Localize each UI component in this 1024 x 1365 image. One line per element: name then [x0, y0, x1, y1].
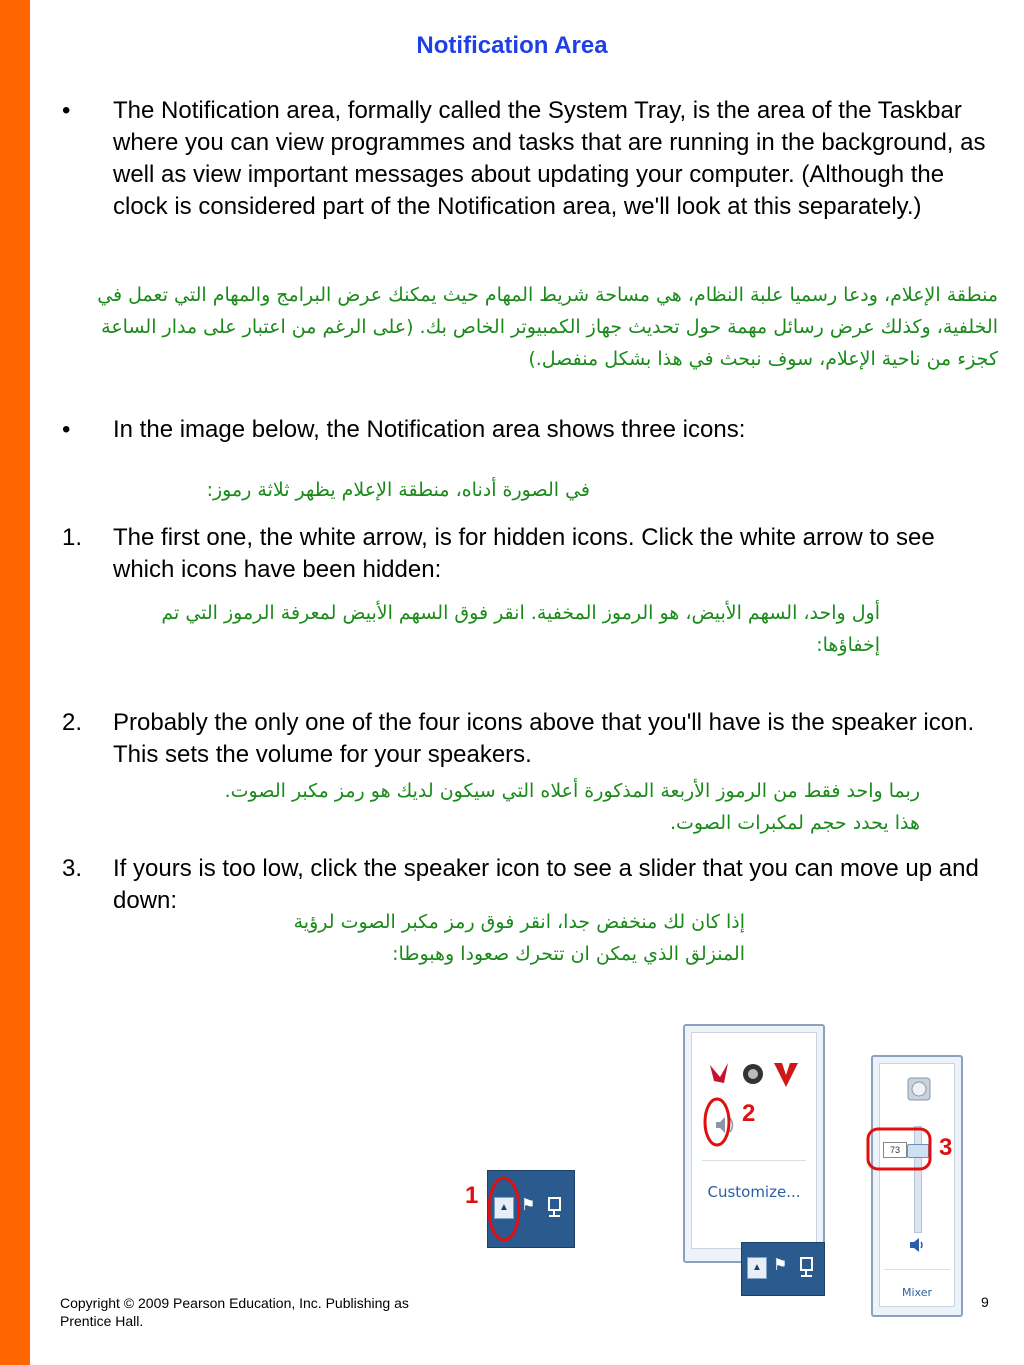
- up-arrow-icon: ▲: [499, 1202, 509, 1213]
- item3-english: If yours is too low, click the speaker icon to see a slider that you can move up and down:: [113, 855, 979, 914]
- volume-panel: [879, 1063, 955, 1307]
- callout-rect-3: [866, 1126, 932, 1172]
- callout-ring-2: [702, 1096, 732, 1148]
- callout-number-1: 1: [465, 1182, 479, 1209]
- bullet-marker: •: [62, 416, 71, 443]
- network-icon[interactable]: [798, 1256, 816, 1278]
- item2-arabic: ربما واحد فقط من الرموز الأربعة المذكورة أعلاه التي سيكون لديك هو رمز مكبر الصوت. هذا يحدد حجم لمكبرات الصوت.: [224, 780, 920, 834]
- item-number: 3.: [62, 855, 83, 882]
- antivirus-icon[interactable]: [740, 1059, 766, 1089]
- para2-english: In the image below, the Notification area shows three icons:: [113, 416, 746, 443]
- para1-arabic: منطقة الإعلام، ودعا رسميا علبة النظام، هي مساحة شريط المهام حيث يمكنك عرض البرامج والمهام التي تعمل في الخلفية، وكذلك عرض رسائل مهمة حول تحديث جهاز الكمبيوتر الخاص بك. (على الرغم من اعتبار على مدار الساعة كجزء من ناحية الإعلام، سوف نبحث في هذا بشكل منفصل.): [97, 284, 998, 370]
- flag-icon[interactable]: ⚑: [773, 1257, 788, 1274]
- para2-arabic: في الصورة أدناه، منطقة الإعلام يظهر ثلاثة رموز:: [206, 479, 590, 501]
- page-number: 9: [981, 1294, 989, 1310]
- item3-arabic: إذا كان لك منخفض جدا، انقر فوق رمز مكبر الصوت لرؤية المنزلق الذي يمكن ان تتحرك صعودا وهبوطا:: [293, 911, 745, 965]
- page-title: Notification Area: [416, 32, 608, 59]
- network-icon[interactable]: [546, 1196, 564, 1218]
- show-hidden-icons-button[interactable]: [747, 1257, 767, 1279]
- taskbar-notification-area: [741, 1242, 825, 1296]
- callout-ring-1: [486, 1176, 522, 1242]
- red-v-icon[interactable]: [772, 1059, 800, 1089]
- speaker-icon[interactable]: [908, 1236, 928, 1254]
- item1-arabic: أول واحد، السهم الأبيض، هو الرموز المخفية. انقر فوق السهم الأبيض لمعرفة الرموز التي تم إخفاؤها:: [161, 602, 880, 656]
- volume-mixer-popup: [871, 1055, 963, 1317]
- callout-number-3: 3: [939, 1134, 953, 1161]
- up-arrow-icon: ▲: [752, 1262, 762, 1273]
- mixer-divider: [884, 1269, 950, 1270]
- item1-english: The first one, the white arrow, is for hidden icons. Click the white arrow to see which icons have been hidden:: [113, 524, 935, 583]
- device-speaker-icon[interactable]: [906, 1076, 932, 1102]
- red-app-icon[interactable]: [706, 1059, 732, 1089]
- bullet-marker: •: [62, 97, 71, 124]
- para1-english: The Notification area, formally called the System Tray, is the area of the Taskbar where you can view programmes and tasks that are running in the background, as well as view important messages about updating your computer. (Although the clock is considered part of the Notification area, we'll look at this separately.): [113, 97, 986, 220]
- item-number: 1.: [62, 524, 83, 551]
- copyright-footer: Copyright © 2009 Pearson Education, Inc. Publishing as Prentice Hall.: [60, 1295, 409, 1329]
- customize-link[interactable]: Customize...: [707, 1183, 801, 1201]
- callout-number-2: 2: [742, 1100, 756, 1127]
- popup-divider: [702, 1160, 806, 1161]
- orange-side-bar: [0, 0, 30, 1365]
- item-number: 2.: [62, 709, 83, 736]
- volume-value-tooltip: 73: [883, 1142, 907, 1158]
- item2-english: Probably the only one of the four icons above that you'll have is the speaker icon. This sets the volume for your speakers.: [113, 709, 975, 768]
- mixer-link[interactable]: Mixer: [901, 1286, 932, 1299]
- flag-icon[interactable]: ⚑: [521, 1197, 536, 1214]
